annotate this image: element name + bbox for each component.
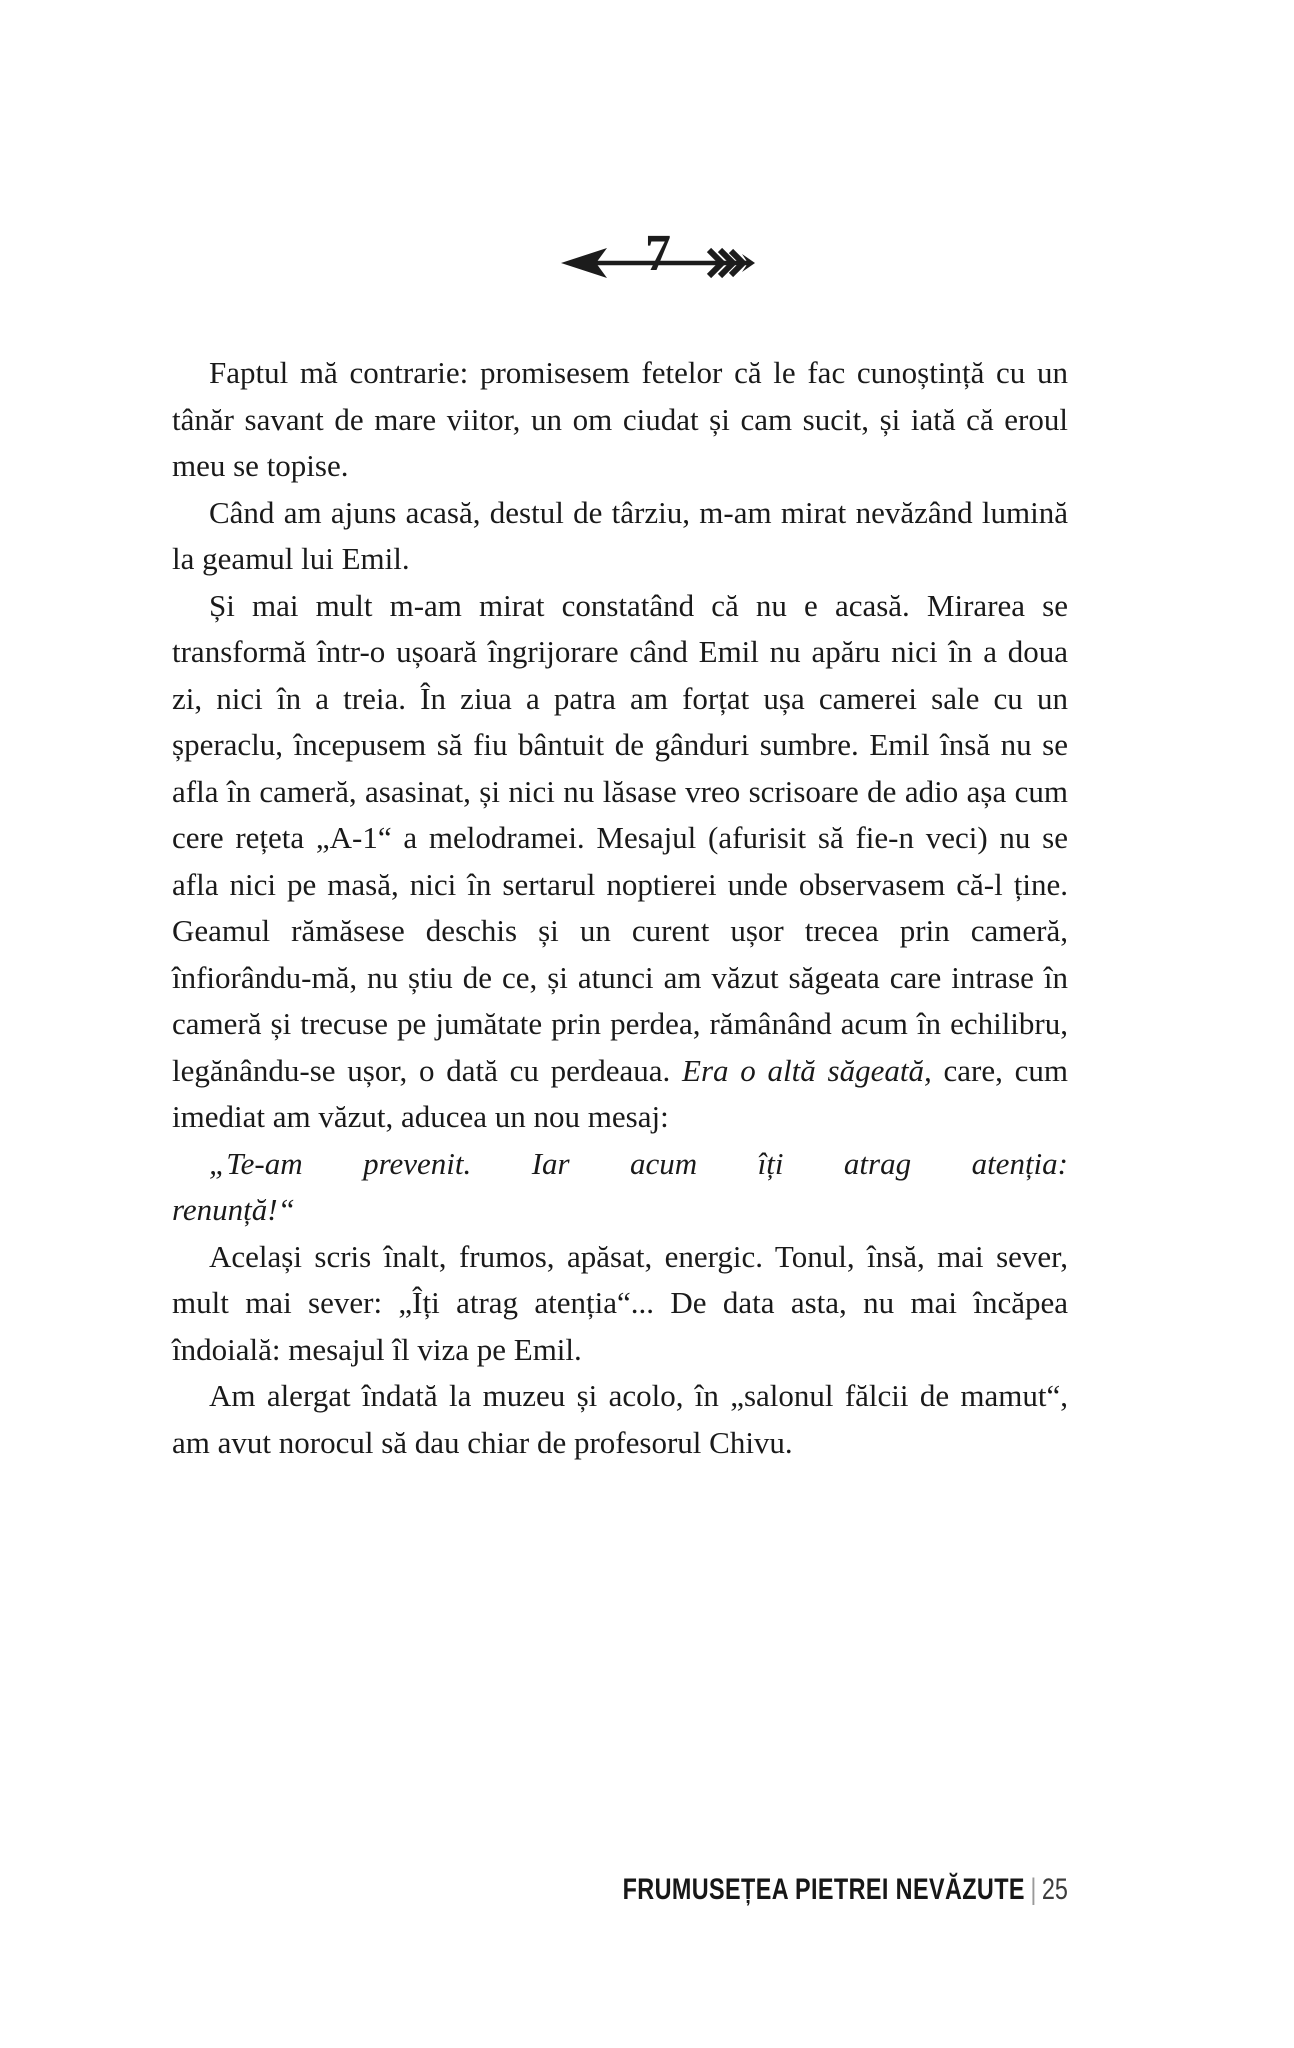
quoted-message-paragraph xyxy=(172,1141,1068,1234)
body-paragraph xyxy=(172,1373,1068,1466)
page-text xyxy=(172,350,1068,1466)
quoted-message-line: „Te-am prevenit. Iar acum îți atrag atenția: xyxy=(209,1145,1068,1181)
footer-separator: | xyxy=(1030,1873,1037,1906)
body-paragraph xyxy=(172,583,1068,1141)
chapter-number: 7 xyxy=(645,225,671,282)
paragraph-text: care, cum imediat am văzut, aducea un nou mesaj: xyxy=(172,1052,1069,1134)
paragraph-text: Faptul mă contrarie: promisesem fetelor că le fac cunoștință cu un tânăr savant de mare viitor, un om ciudat și cam sucit, și iată că eroul meu se topise. xyxy=(172,355,1068,483)
paragraph-text-italic: Era o altă săgeată, xyxy=(682,1052,932,1088)
body-paragraph xyxy=(172,490,1068,583)
paragraph-text: Am alergat îndată la muzeu și acolo, în „salonul fălcii de mamut“, am avut norocul să dau chiar de profesorul Chivu. xyxy=(172,1378,1068,1460)
body-paragraph xyxy=(172,1234,1068,1374)
chapter-ornament xyxy=(561,225,755,290)
page-footer xyxy=(623,1874,1068,1906)
paragraph-text: Și mai mult m-am mirat constatând că nu e acasă. Mirarea se transformă într-o ușoară îngrijorare când Emil nu apăru nici în a doua zi, nici în a treia. În ziua a patra am forțat ușa camerei sale cu un șperaclu, începusem să fiu bântuit de gânduri sumbre. Emil însă nu se afla în cameră, asasinat, și nici nu lăsase vreo scrisoare de adio așa cum cere rețeta „A-1“ a melodramei. Mesajul (afurisit să fie-n veci) nu se afla nici pe masă, nici în sertarul noptierei unde observasem că-l ține. Geamul rămăsese deschis și un curent ușor trecea prin cameră, înfiorându-mă, nu știu de ce, și atunci am văzut săgeata care intrase în cameră și trecuse pe jumătate prin perdea, rămânând acum în echilibru, legănându-se ușor, o dată cu perdeaua. xyxy=(172,587,1068,1088)
page-number: 25 xyxy=(1041,1873,1068,1906)
quoted-message-line: renunță!“ xyxy=(172,1192,295,1227)
paragraph-text: Același scris înalt, frumos, apăsat, energic. Tonul, însă, mai sever, mult mai sever: „Îți atrag atenția“... De data asta, nu mai încăpea îndoială: mesajul îl viza pe Emil. xyxy=(172,1238,1068,1367)
body-paragraph xyxy=(172,350,1068,490)
running-title: FRUMUSEȚEA PIETREI NEVĂZUTE xyxy=(622,1873,1025,1906)
paragraph-text: Când am ajuns acasă, destul de târziu, m-am mirat nevăzând lumină la geamul lui Emil. xyxy=(172,494,1068,576)
